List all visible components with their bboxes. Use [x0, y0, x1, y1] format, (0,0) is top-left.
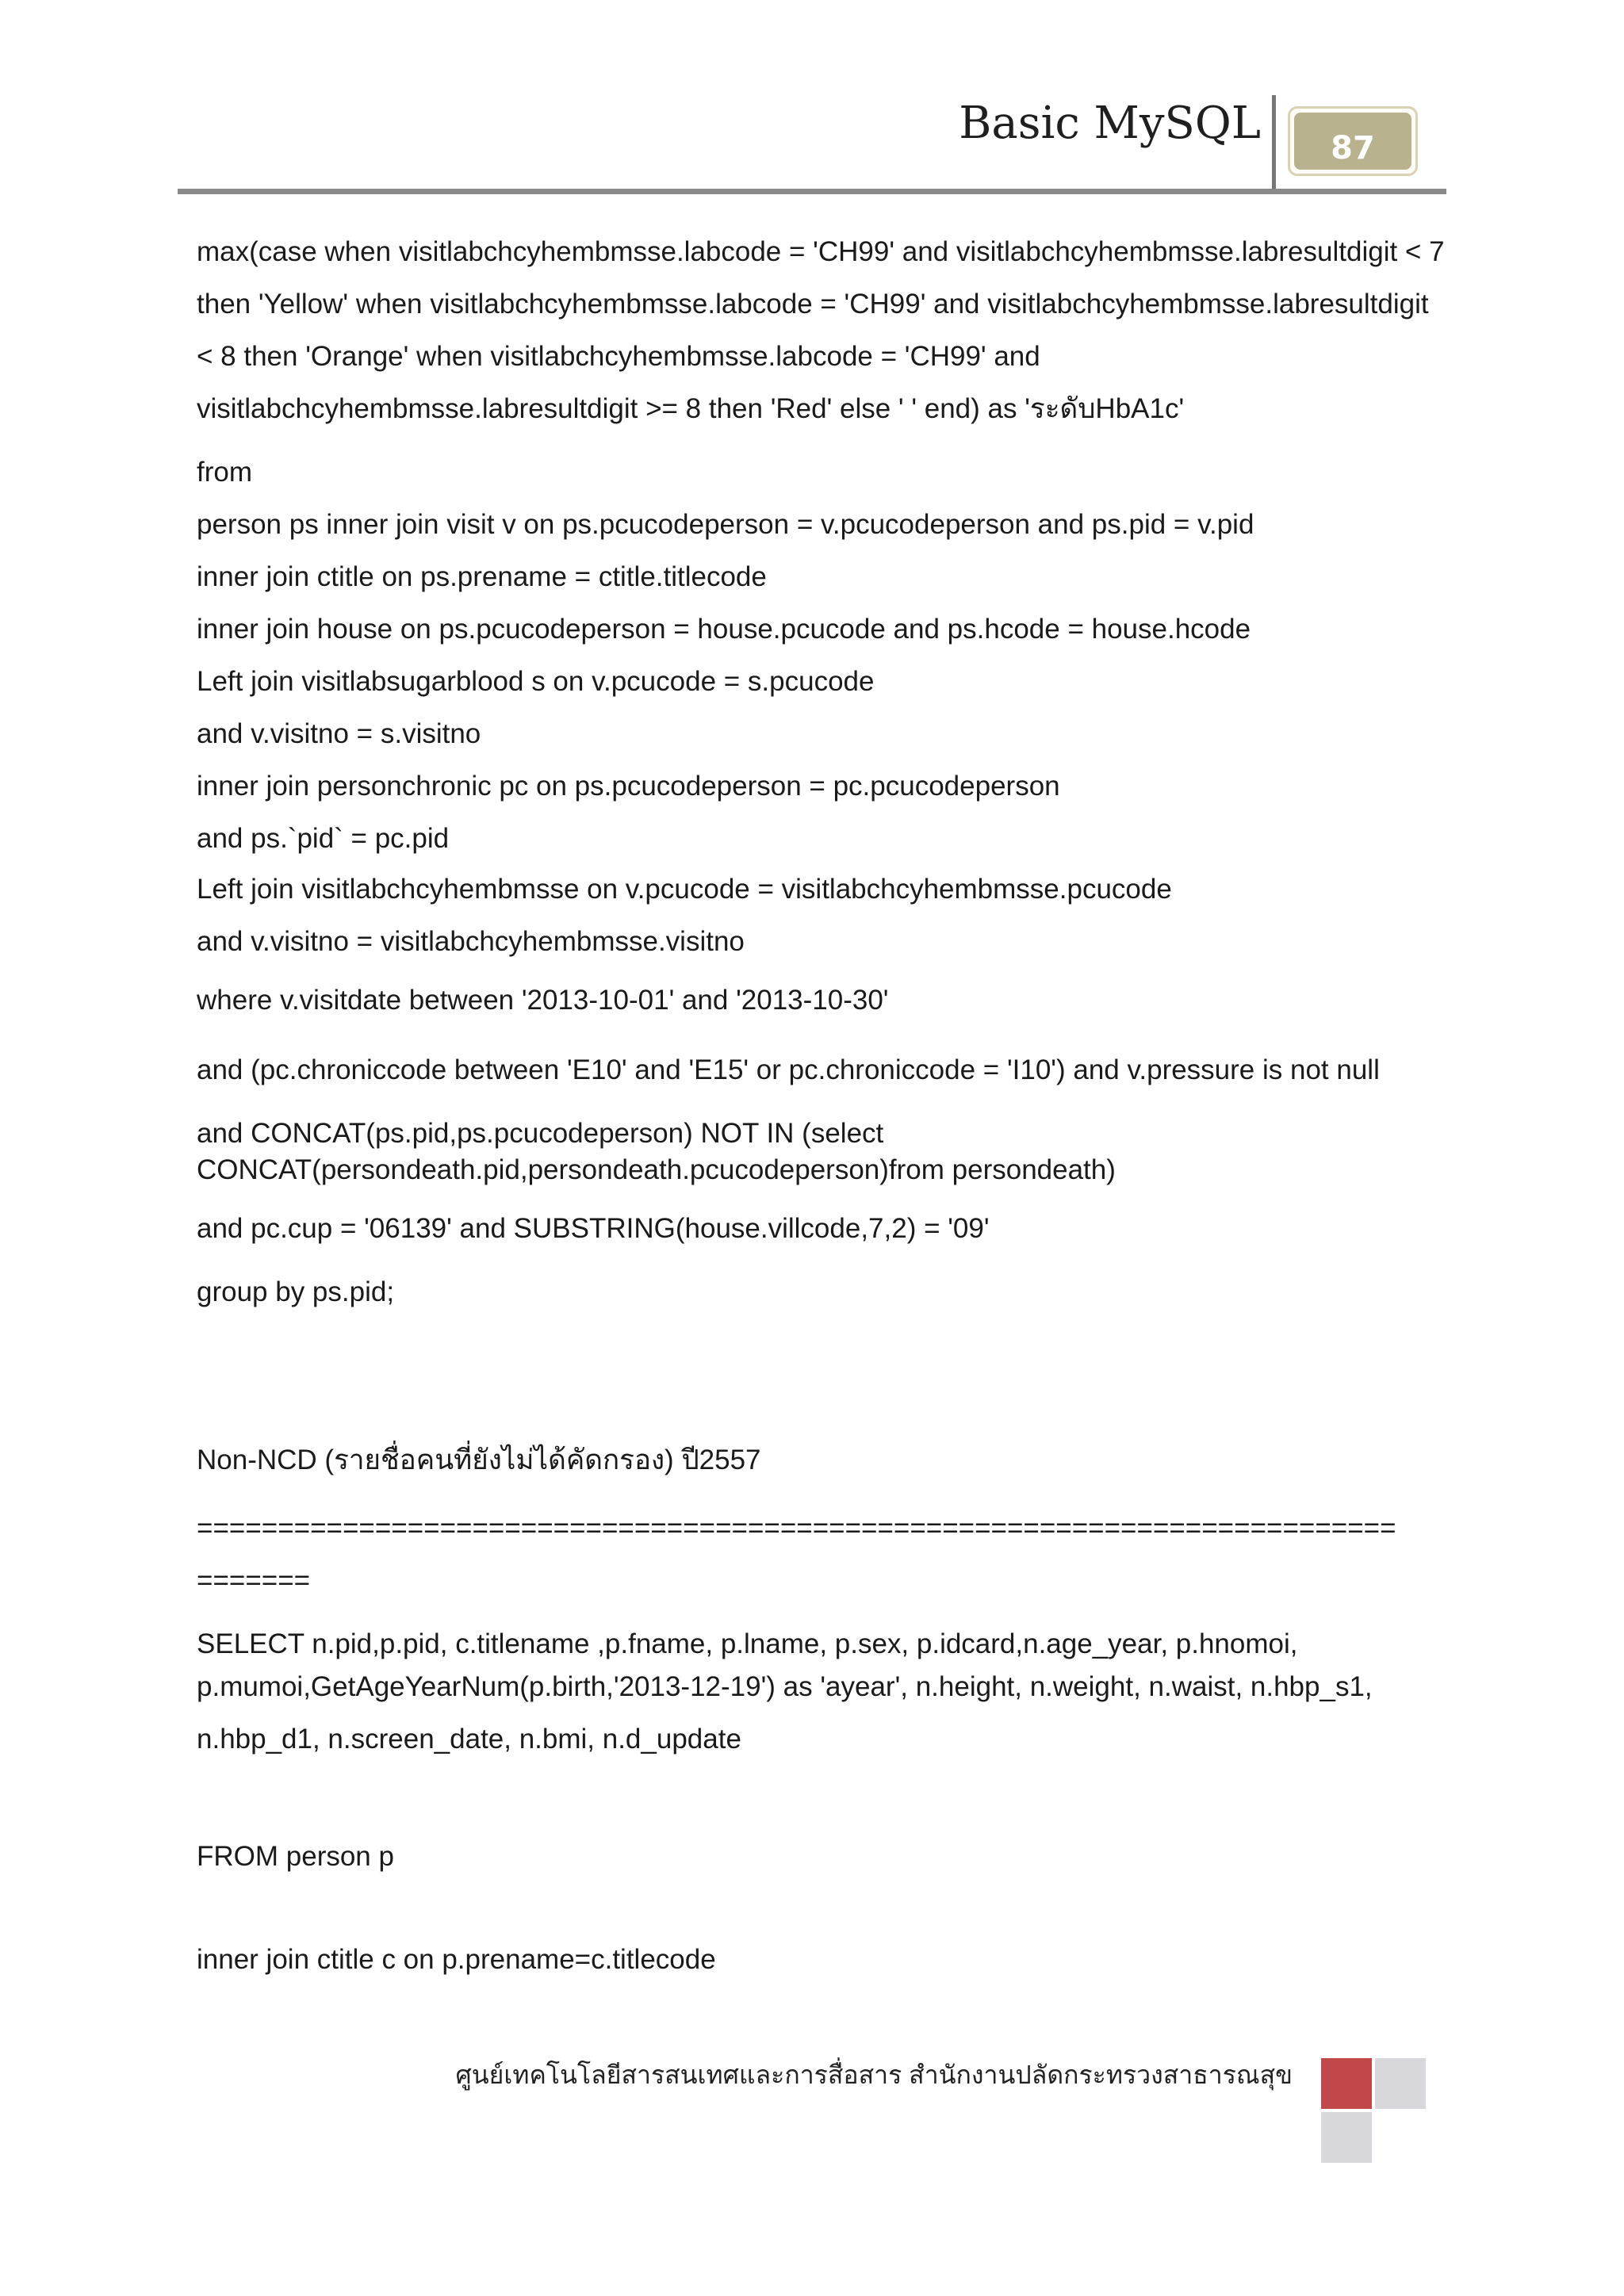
- sql-line: visitlabchcyhembmsse.labresultdigit >= 8 then 'Red' else ' ' end) as 'ระดับHbA1c': [197, 393, 1185, 424]
- page-number: 87: [1294, 113, 1411, 170]
- sql-line: then 'Yellow' when visitlabchcyhembmsse.labcode = 'CH99' and visitlabchcyhembmsse.labresultdigit: [197, 289, 1429, 320]
- header-divider: [1272, 95, 1276, 192]
- document-body: [197, 235, 1450, 1977]
- sql-line: and v.visitno = s.visitno: [197, 718, 481, 749]
- sql-line: and CONCAT(ps.pid,ps.pcucodeperson) NOT IN (select: [197, 1118, 884, 1149]
- sql-line: person ps inner join visit v on ps.pcucodeperson = v.pcucodeperson and ps.pid = v.pid: [197, 509, 1254, 540]
- footer-decor-square-red: [1321, 2058, 1372, 2109]
- sql-line: group by ps.pid;: [197, 1276, 395, 1307]
- separator-line: ==========================================================================: [197, 1513, 1396, 1544]
- sql-line: < 8 then 'Orange' when visitlabchcyhembmsse.labcode = 'CH99' and: [197, 341, 1040, 372]
- sql-line: inner join personchronic pc on ps.pcucodeperson = pc.pcucodeperson: [197, 771, 1060, 802]
- sql-line: and pc.cup = '06139' and SUBSTRING(house.villcode,7,2) = '09': [197, 1213, 990, 1244]
- footer-organization: ศูนย์เทคโนโลยีสารสนเทศและการสื่อสาร สำนักงานปลัดกระทรวงสาธารณสุข: [455, 2061, 1293, 2089]
- sql-line: n.hbp_d1, n.screen_date, n.bmi, n.d_update: [197, 1724, 741, 1755]
- sql-line: where v.visitdate between '2013-10-01' and '2013-10-30': [197, 985, 889, 1016]
- sql-line: from: [197, 457, 252, 488]
- sql-line: SELECT n.pid,p.pid, c.titlename ,p.fname, p.lname, p.sex, p.idcard,n.age_year, p.hnomoi,: [197, 1628, 1298, 1659]
- page-number-badge: [1288, 106, 1418, 176]
- sql-line: Left join visitlabchcyhembmsse on v.pcucode = visitlabchcyhembmsse.pcucode: [197, 874, 1172, 905]
- header-rule: [178, 189, 1446, 194]
- sql-line: and ps.`pid` = pc.pid: [197, 823, 450, 854]
- sql-line: Left join visitlabsugarblood s on v.pcucode = s.pcucode: [197, 666, 875, 697]
- sql-line: and (pc.chroniccode between 'E10' and 'E15' or pc.chroniccode = 'I10') and v.pressure is not null: [197, 1054, 1380, 1085]
- sql-line: CONCAT(persondeath.pid,persondeath.pcucodeperson)from persondeath): [197, 1154, 1116, 1185]
- sql-line: inner join ctitle on ps.prename = ctitle.titlecode: [197, 561, 767, 592]
- sql-line: inner join ctitle c on p.prename=c.titlecode: [197, 1944, 716, 1975]
- footer-decor-square-gray: [1375, 2058, 1426, 2109]
- sql-line: p.mumoi,GetAgeYearNum(p.birth,'2013-12-19') as 'ayear', n.height, n.weight, n.waist, n.hbp_s1,: [197, 1671, 1373, 1702]
- sql-line: FROM person p: [197, 1841, 394, 1872]
- header-title: Basic MySQL: [959, 98, 1261, 149]
- section-heading: Non-NCD (รายชื่อคนที่ยังไม่ได้คัดกรอง) ปี2557: [197, 1445, 761, 1475]
- footer-decor-square-gray: [1321, 2112, 1372, 2163]
- sql-line: max(case when visitlabchcyhembmsse.labcode = 'CH99' and visitlabchcyhembmsse.labresultdigit < 7: [197, 236, 1445, 267]
- sql-line: inner join house on ps.pcucodeperson = house.pcucode and ps.hcode = house.hcode: [197, 614, 1251, 645]
- sql-line: and v.visitno = visitlabchcyhembmsse.visitno: [197, 926, 745, 957]
- separator-line: =======: [197, 1565, 311, 1596]
